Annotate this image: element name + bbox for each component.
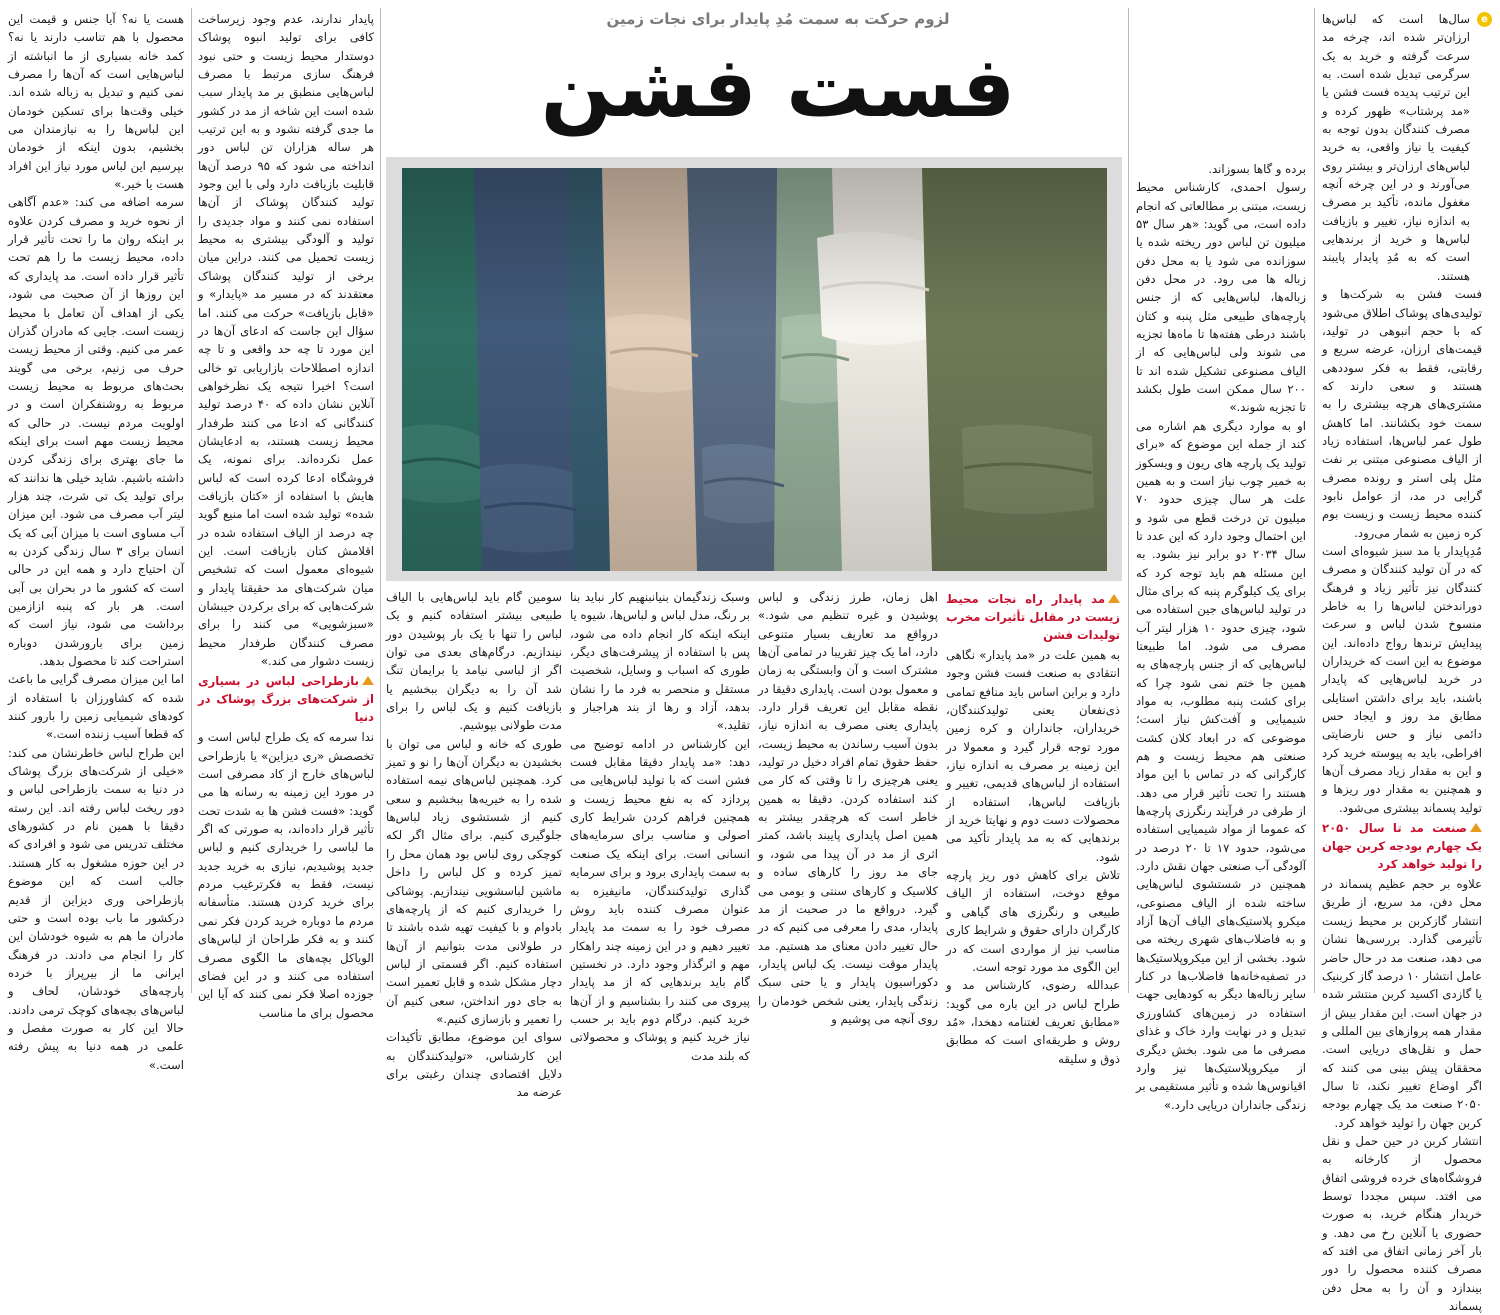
paragraph: انتشار کربن در حین حمل و نقل محصول از کارخانه به فروشگاه‌های خرده فروشی اتفاق می افتد. سپس مجددا توسط خریدار هنگام خرید، به صورت حضوری یا آنلاین رخ می دهد. و بار آخر زمانی اتفاق می افتد که مصرف کننده محصول را دور بیندازد و آن را به محل دفن پسماند (1322, 1133, 1482, 1314)
article-column-3 (946, 588, 1120, 1066)
column-divider (191, 8, 192, 993)
paragraph: مُدِپایدار یا مد سبز شیوه‌ای است که در آن تولید کنندگان و مصرف کنندگان نیز تأثیر زیاد و فرهنگ دوراندختن لباس‌ها را به خاطر منسوخ شدن لباس و سرعت پیدایش ترندها رواج داده‌اند. این موضوع به این است که خریداران در خرید لباس‌هایی که پایدار باشند، باید برای داشتن استایلی مطابق مد روز و ایجاد حس دائمی نیاز و حس نارضایتی افراطی، باید به پیوسته خرید کرد و این به مقدار زیاد مصرف آن‌ها و همچنین به مقدار دور ریزها و تولید پسماند بیشتری می‌شود. (1322, 543, 1482, 815)
paragraph: اما این میزان مصرف گرایی ما باعث شده که کشاورزان با استفاده از کودهای شیمیایی زمین را بارور کنند که قطعا آسیب زننده است.» (8, 672, 184, 742)
section-subheading: صنعت مد تا سال ۲۰۵۰ یک چهارم بودجه کربن جهان را تولید خواهد کرد (1322, 821, 1482, 872)
paragraph: این کارشناس در ادامه توضیح می دهد: «مد پایدار دقیقا مقابل فست فشن است که با تولید لباس‌هایی می پردازد که به نفع محیط زیست و همچنین فراهم کردن شرایط کاری اصولی و مناسب برای سرمایه‌های انسانی است. برای اینکه یک صنعت به سمت پایداری برود و برای سرمایه گذاری تولیدکنندگان، مانیفیزه به عنوان مصرف کننده باید روش مصرف خود را به سمت مد پایدار تغییر دهیم و در این زمینه چند راهکار مهم و اثرگذار وجود دارد. در نخستین گام باید برندهایی که از مد پایدار پیروی می کنند را بشناسیم و از آن‌ها خرید کنیم. درگام دوم باید بر حسب نیاز خرید کنیم و پوشاک و محصولاتی که بلند مدت (570, 736, 750, 1063)
paragraph: سومین گام باید لباس‌هایی با الیاف طبیعی بیشتر استفاده کنیم و یک لباس را تنها با یک بار پوشیدن دور نیندازیم. درگام‌های بعدی می توان اگر از لباسی نیامد یا برایمان تنگ شد آن را به دیگران ببخشیم یا بازیافت کنیم و یک لباس را برای مدت طولانی بپوشیم. (386, 590, 562, 733)
newspaper-logo-icon: e (1477, 12, 1492, 27)
paragraph: اهل زمان، طرز زندگی و لباس پوشیدن و غیره تنظیم می شود.» درواقع مد تعاریف بسیار متنوعی دارد، اما یک چیز تقریبا در تمامی آن‌ها مشترک است و آن وابستگی به زمان و معمول بودن است. پایداری دقیقا در نقطه مقابل این تعریف قرار دارد. پایداری یعنی مصرف به اندازه نیاز، بدون آسیب رساندن به محیط زیست، حفظ حقوق تمام افراد دخیل در تولید، یعنی هرچیزی را تا وقتی که کار می کند استفاده کردن. دقیقا به همین خاطر است که هرچقدر بیشتر به همین اصل پایداری پایبند باشد، کمتر اثری از مد در آن پیدا می شود، و جای مد روز را کارهای ساده و کلاسیک و کارهای سنتی و بومی می گیرد. درواقع ما در صحبت از مد پایدار، مدی را معرفی می کنیم که در حال تغییر دادن معنای مد هستیم. مد پایدار موقت نیست. یک لباس پایدار، دکوراسیون پایدار و یا حتی سبک زندگی پایدار، یعنی شخص خودمان را روی آنچه می پوشیم و (758, 590, 938, 1026)
paragraph: رسول احمدی، کارشناس محیط زیست، مبتنی بر مطالعاتی که انجام داده است، می گوید: «هر سال ۵۳ میلیون تن لباس دور ریخته شده یا سوزانده می شود یا به محل دفن زباله ها می رود. در محل دفن زباله‌ها، لباس‌هایی که از جنس پارچه‌های طبیعی مثل پنبه و کتان باشند درطی هفته‌ها تا ماه‌ها تجزیه می شوند ولی لباس‌هایی که از الیاف مصنوعی تشکیل شده اند تا ۲۰۰ سال ممکن است طول بکشد تا تجزیه شوند.» (1136, 180, 1306, 415)
paragraph: او به موارد دیگری هم اشاره می کند از جمله این موضوع که «برای تولید یک پارچه های ریون و ویسکوز به خمیر چوب نیاز است و به همین علت هر سال چیزی حدود ۷۰ میلیون تن درخت قطع می شود و این احتمال وجود دارد که این عدد تا سال ۲۰۳۴ دو برابر نیز بشود. به این مسئله هم باید توجه کرد که برای یک کیلوگرم پنبه که برای مثال در تولید لباس‌های جین استفاده می شود، چیزی حدود ۱۰ هزار لیتر آب مصرف می شود. اما طبیعتا لباس‌هایی که از جنس پارچه‌های به همین جا ختم نمی شود چرا که برای کشت پنبه مطلوب، به مواد شیمیایی و آفت‌کش نیاز است؛ موضوعی که در ابعاد کلان کشت صنعتی هم محیط زیست و هم کارگرانی که در تماس با این مواد هستند را تحت تأثیر قرار می دهد. از طرفی در فرآیند رنگرزی پارچه‌ها که عموما از مواد شیمیایی استفاده می‌شود، حدود ۱۷ تا ۲۰ درصد در آلودگی آب صنعتی جهان نقش دارد. همچنین در شستشوی لباس‌هایی ساخته شده از الیاف مصنوعی، میکرو پلاستیک‌های الیاف آن‌ها آزاد و به فاضلاب‌های شهری ریخته می شود. بخشی از این میکروپلاستیک‌ها در تصفیه‌خانه‌ها فاضلاب‌ها در کنار سایر زباله‌ها دیگر به کودهایی جهت استفاده در زمین‌های کشاورزی تبدیل و در نهایت وارد خاک و غذای مصرفی ما می شود. بخش دیگری از میکروپلاستیک‌ها نیز وارد اقیانوس‌ها شده و تأثیر مستقیمی بر زندگی جانداران دریایی دارد.» (1136, 418, 1306, 1112)
article-column-6 (386, 588, 562, 1100)
section-subheading: مد پایدار راه نجات محیط زیست در مقابل تأثیرات مخرب تولیدات فشن (946, 592, 1120, 642)
paragraph: هست یا نه؟ آیا جنس و قیمت این محصول با هم تناسب دارند یا نه؟ کمد خانه بسیاری از ما انباشته از لباس‌هایی است که آن‌ها را مصرف نمی کنیم و تبدیل به زباله شده اند. خیلی وقت‌ها برای تسکین خودمان این لباس‌ها را به نیازمندان می بخشیم، بدون اینکه از خودمان بپرسیم این لباس مورد نیاز این افراد هست یا خیر.» (8, 12, 184, 192)
column-divider (380, 8, 381, 993)
paragraph: به همین علت در «مد پایدار» نگاهی انتقادی به صنعت فست فشن وجود دارد و براین اساس باید منافع تمامی ذی‌نفعان یعنی تولیدکنندگان، خریداران، جانداران و کره زمین مورد توجه قرار گیرد و معمولا در این زمینه بر مصرف به اندازه نیاز، استفاده از لباس‌های قدیمی، تغییر و بازیافت لباس‌ها، استفاده از محصولات دست دوم و نهایتا خرید از برندهایی که به مد پایدار تأکید می شود. (946, 648, 1120, 864)
photo-shading (402, 168, 1107, 571)
bullet-triangle-icon (1108, 594, 1120, 603)
paragraph: وسبک زندگیمان بنیانبنهیم کار نباید بنا بر رنگ، مدل لباس و لباس‌ها، شیوه یا اینکه اینکه کار انجام داده می شود، پس با استفاده از پیشرفت‌های دیگر، طوری که اسباب و وسایل، شخصیت مستقل و منحصر به فرد ما را نشان بدهد، آزاد و رها از بند هراجبار و تقلید.» (570, 590, 750, 733)
paragraph: عبدالله رضوی، کارشناس مد و طراح لباس در این باره می گوید: «مطابق تعریف لغتنامه دهخدا، «مُد روش و طریقه‌ای است که مطابق ذوق و سلیقه (946, 978, 1120, 1066)
bullet-triangle-icon (1470, 823, 1482, 832)
hanging-shirts-illustration (402, 168, 1107, 571)
paragraph: تلاش برای کاهش دور ریز پارچه موقع دوخت، استفاده از الیاف طبیعی و رنگرزی های گیاهی و کارگران دارای حقوق و شرایط کاری مناسب نیز از مواردی است که در این الگوی مد مورد توجه است. (946, 868, 1120, 974)
hanging-shirts-photo (402, 168, 1107, 571)
paragraph: سرمه اضافه می کند: «عدم آگاهی از نحوه خرید و مصرف کردن علاوه بر اینکه روان ما را تحت تأثیر قرار داده، محیط زیست ما را هم تحت تأثیر قرار داده است. مد پایداری که این روزها از آن صحبت می شود، یکی از اهداف آن تعامل با محیط زیست است. جایی که مادران گذران عمر می کنیم. وقتی از محیط زیست حرف می زنیم، برخی می گویند بحث‌های مربوط به محیط زیست مربوط به روشنفکران است و در اولویت مردم نیست. در حالی که محیط زیست مهم است برای اینکه ما جای بهتری برای زندگی کردن داشته باشیم. شاید خیلی ها ندانند که برای تولید یک تی شرت، چند هزار لیتر آب مصرف می شود. این میزان آب مساوی است با میزان آبی که یک انسان برای ۳ سال زندگی کردن به آن احتیاج دارد و همه این در حالی است که کشور ما در بحران بی آبی است. هر بار که پنبه ازازمین برداشت می شود، نیاز است که زمین برای بارورشدن دوباره استراحت کند تا محصول بدهد. (8, 195, 184, 669)
article-column-8 (8, 10, 184, 1072)
paragraph: برده و گاها بسوزاند. (1208, 162, 1306, 176)
section-subheading: بازطراحی لباس در بسیاری از شرکت‌های بزرگ پوشاک در دنیا (198, 674, 374, 725)
article-column-2 (1136, 160, 1306, 1112)
paragraph: طوری که خانه و لباس می توان با بخشیدن به دیگران آن‌ها را نو و تمیز کرد. همچنین لباس‌های نیمه استفاده شده را به خیریه‌ها ببخشیم و سعی کنیم از شستشوی زیاد لباس‌ها جلوگیری کنیم. برای مثال اگر لکه کوچکی روی لباس بود همان محل را تمیز کرده و کل لباس را داخل ماشین لباسشویی نیندازیم. پوشاکی را خریداری کنیم که از پارچه‌های بادوام و با کیفیت تهیه شده باشند تا در طولانی مدت بتوانیم از آن‌ها استفاده کنیم. اگر قسمتی از لباس دچار مشکل شده و قابل تعمیر است به جای دور انداختن، سعی کنیم آن را تعمیر و بازسازی کنیم.» (386, 736, 562, 1026)
paragraph: ندا سرمه که یک طراح لباس است و تخصصش «ری دیزاین» یا بازطراحی لباس‌های خارج از کاد مصرفی است در مورد این زمینه به رسانه ها می گوید: «فست فشن ها به شدت تحت تأثیر قرار داده‌اند، به صورتی که اگر ما لباسی را خریداری کنیم و لباس جدید پوشیدیم، نیازی به خرید جدید نیست، فقط به فکرترغیب مردم برای خرید کردن هستند. متأسفانه مردم ما دوباره خرید کردن فکر نمی کنند و به فکر طراحان از لباس‌های الویاکل بچه‌های ما الگوی مصرف استفاده می کنند و در این فضای جوزده اصلا فکر نمی کنند که آیا این محصول برای ما مناسب (198, 730, 374, 1020)
article-column-4 (758, 588, 938, 1026)
page-title: فست فشن (540, 38, 1016, 136)
paragraph: علاوه بر حجم عظیم پسماند در محل دفن، مد سریع، از طریق انتشار گازکربن بر محیط زیست تأثیرمی گذارد. بررسی‌ها نشان می دهد، صنعت مد در حال حاضر عامل انتشار ۱۰ درصد گاز کربنیک یا گازدی اکسید کربن منتشر شده در جهان است. این مقدار بیش از مقدار همه پروازهای بین المللی و حمل و نقل‌های دریایی است. محققان پیش بینی می کنند که اگر اوضاع تغییر نکند، تا سال ۲۰۵۰ صنعت مد یک چهارم بودجه کربن جهان را تولید خواهد کرد. (1322, 877, 1482, 1130)
paragraph: سال‌ها است که لباس‌ها ارزان‌تر شده اند، چرخه مد سرعت گرفته و خرید به یک سرگرمی تبدیل شده است. به این ترتیب پدیده فست فشن یا «مد پرشتاب» ظهور کرده و مصرف کنندگان بدون توجه به کیفیت یا نیاز واقعی، به خرید لباس‌های ارزان‌تر و بیشتر روی می‌آورند و در این چرخه آنچه مغفول مانده، تأکید بر مصرف به اندازه نیاز، تغییر و بازیافت لباس‌ها و خرید از برندهایی است که به مُدِ پایدار پایبند هستند. (1322, 12, 1470, 283)
article-column-7 (198, 10, 374, 1020)
photo-frame (386, 157, 1122, 581)
paragraph: پایدار ندارند، عدم وجود زیرساخت کافی برای تولید انبوه پوشاک دوستدار محیط زیست و حتی نبود فرهنگ سازی مرتبط با مصرف لباس‌هایی منطبق بر مد پایدار سبب شده است این شاخه از مد در کشور ما جدی گرفته نشود و به این ترتیب هر ساله هزاران تن لباس دور انداخته می شود که ۹۵ درصد آن‌ها قابلیت بازیافت دارد ولی با این وجود تولید کنندگان پوشاک از آن‌ها استفاده نمی کنند و مواد جدیدی را تولید و آلودگی بیشتری به محیط زیست تحمیل می کنند. دراین میان برخی از تولید کنندگان پوشاک معتقدند که در مسیر مد «پایدار» و «قابل بازیافت» حرکت می کنند. اما سؤال این جاست که ادعای آن‌ها در این مورد تا چه حد واقعی و تا چه اندازه اصطلاحات بازاریابی تو خالی است؟ اخیرا نتیجه یک نظرخواهی آنلاین نشان داده که ۴۰ درصد تولید کنندگانی که ادعا می کنند طرفدار محیط زیست هستند، به ادعایشان عمل نکرده‌اند. برای نمونه، یک فروشگاه ادعا کرده است که لباس هایش با استفاده از «کتان بازیافت شده» تولید شده است اما منیع گوید چه درصد از الیاف استفاده شده در اقلامش کتان بازیافت است. این شیوه‌ای معمول است که تشخیص میان شرکت‌های مد حقیقتا پایدار و شرکت‌هایی که برای برکردن جیبشان «سبزشویی» می کنند را برای مصرف کنندگان طرفدار محیط زیست دشوار می کند.» (198, 12, 374, 669)
paragraph: این طراح لباس خاطرنشان می کند: «خیلی از شرکت‌های بزرگ پوشاک در دنیا به سمت بازطراحی لباس و دور ریخت لباس رفته اند. این رسته دقیقا با همین نام در کشورهای مختلف تدریس می شود و افرادی که در این حوزه مشغول به کار هستند. جالب است که این موضوع بازطراحی وری دیزاین از قدیم درکشور ما باب بوده است و حتی مادران ما هم به شیوه خودشان این کار را انجام می دادند. در فرهنگ ایرانی ما از بیرپراز با خرده پارچه‌های خودشان، لحاف و لباس‌های بچه‌های کوچک ترمی دادند. حالا این کار به صورت مفصل و علمی در همه دنیا به پیش رفته است.» (8, 745, 184, 1072)
column-divider (1314, 8, 1315, 993)
paragraph: سوای این موضوع، مطابق تأکیدات این کارشناس، «تولیدکنندگان به دلایل اقتصادی چندان رغبتی برای عرضه مد (386, 1030, 562, 1100)
article-column-1 (1322, 10, 1482, 1314)
paragraph: فست فشن به شرکت‌ها و تولیدی‌های پوشاک اطلاق می‌شود که با حجم انبوهی در تولید، قیمت‌های ارزان، عرضه سریع و رقابتی، فقط به فکر سوددهی هستند و سعی دارند که مشتری‌های هرچه بیشتری را به سمت خود بکشانند. اما کاهش طول عمر لباس‌ها، استفاده زیاد از الیاف مصنوعی مبتنی بر نفت مثل پلی استر و رونده مصرف گرایی در مد، از عوامل نابود کننده محیط زیست و زیست بوم کره زمین به شمار می‌رود. (1322, 287, 1482, 540)
article-column-5 (570, 588, 750, 1063)
headline-kicker: لزوم حرکت به سمت مُدِ پایدار برای نجات زمین (606, 10, 950, 28)
bullet-triangle-icon (362, 676, 374, 685)
